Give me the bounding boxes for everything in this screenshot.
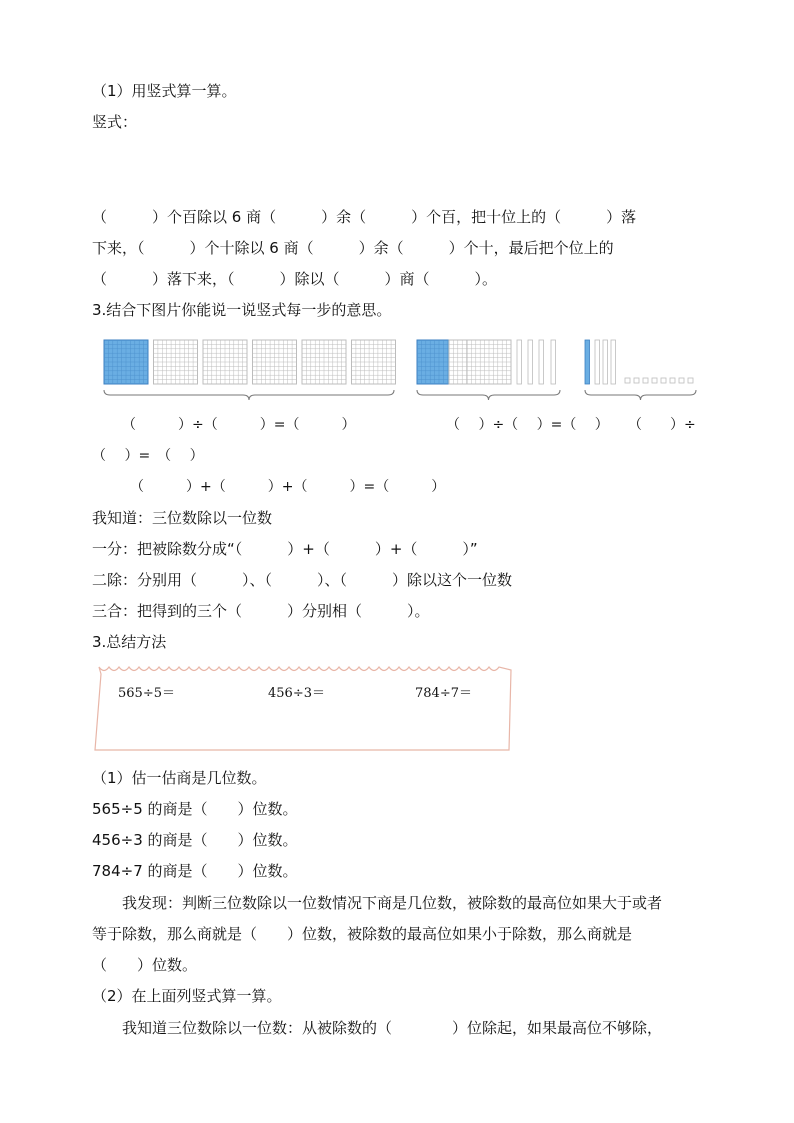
- step-compute: 二除：分别用（ ）、（ ）、（ ）除以这个一位数: [92, 571, 513, 589]
- equation-3-part-a: （ ）÷: [628, 417, 696, 433]
- exercise-3: 784÷7＝: [415, 686, 472, 701]
- equation-1: （ ）÷（ ）=（ ）: [122, 417, 356, 433]
- exercise-card: [93, 664, 513, 752]
- equation-2: （ ）÷（ ）=（ ）: [446, 417, 609, 433]
- unit-cube: [688, 378, 693, 383]
- base-ten-blocks-figure: [0, 330, 794, 405]
- vertical-label: 竖式：: [92, 113, 138, 131]
- fill-line-1: （ ）个百除以 6 商（ ）余（ ）个百，把十位上的（ ）落: [92, 208, 637, 226]
- brace: [417, 390, 560, 400]
- unit-cube: [634, 378, 639, 383]
- unit-cube: [625, 378, 630, 383]
- ten-rod: [517, 340, 522, 384]
- summary-title: 3.总结方法: [92, 633, 167, 651]
- equation-3-part-b: （ ）= （ ）: [92, 448, 204, 464]
- unit-cube: [670, 378, 675, 383]
- fill-line-3: （ ）落下来，（ ）除以（ ）商（ ）。: [92, 270, 498, 288]
- ten-rod: [595, 340, 600, 384]
- finding-line-2: 等于除数，那么商就是（ ）位数，被除数的最高位如果小于除数，那么商就是: [92, 925, 633, 943]
- ten-rod: [611, 340, 616, 384]
- unit-cube: [661, 378, 666, 383]
- exercise-1: 565÷5＝: [118, 686, 175, 701]
- part1-title: （1）用竖式算一算。: [92, 82, 237, 100]
- part2-title: （2）在上面列竖式算一算。: [92, 987, 282, 1005]
- estimate-1: 565÷5 的商是（ ）位数。: [92, 800, 298, 818]
- estimate-3: 784÷7 的商是（ ）位数。: [92, 862, 298, 880]
- fill-line-2: 下来，（ ）个十除以 6 商（ ）余（ ）个十，最后把个位上的: [92, 239, 614, 257]
- ten-rod: [585, 340, 590, 384]
- estimate-2: 456÷3 的商是（ ）位数。: [92, 831, 298, 849]
- step-combine: 三合：把得到的三个（ ）分别相（ ）。: [92, 602, 430, 620]
- finding-line-3: （ ）位数。: [92, 956, 198, 974]
- ten-rod: [551, 340, 556, 384]
- brace: [585, 390, 696, 400]
- unit-cube: [679, 378, 684, 383]
- equation-sum: （ ）+（ ）+（ ）=（ ）: [130, 479, 446, 495]
- exercise-2: 456÷3＝: [268, 686, 325, 701]
- ten-rod: [603, 340, 608, 384]
- step-divide: 一分：把被除数分成“（ ）+（ ）+（ ）”: [92, 540, 478, 558]
- question-3-title: 3.结合下图片你能说一说竖式每一步的意思。: [92, 301, 392, 319]
- unit-cube: [652, 378, 657, 383]
- ten-rod: [539, 340, 544, 384]
- ten-rod: [528, 340, 533, 384]
- estimate-title: （1）估一估商是几位数。: [92, 769, 267, 787]
- brace: [104, 390, 394, 400]
- know-line-2: 我知道三位数除以一位数：从被除数的（ ）位除起，如果最高位不够除，: [122, 1019, 663, 1037]
- finding-line-1: 我发现：判断三位数除以一位数情况下商是几位数，被除数的最高位如果大于或者: [122, 894, 663, 912]
- unit-cube: [643, 378, 648, 383]
- know-line: 我知道：三位数除以一位数: [92, 509, 273, 527]
